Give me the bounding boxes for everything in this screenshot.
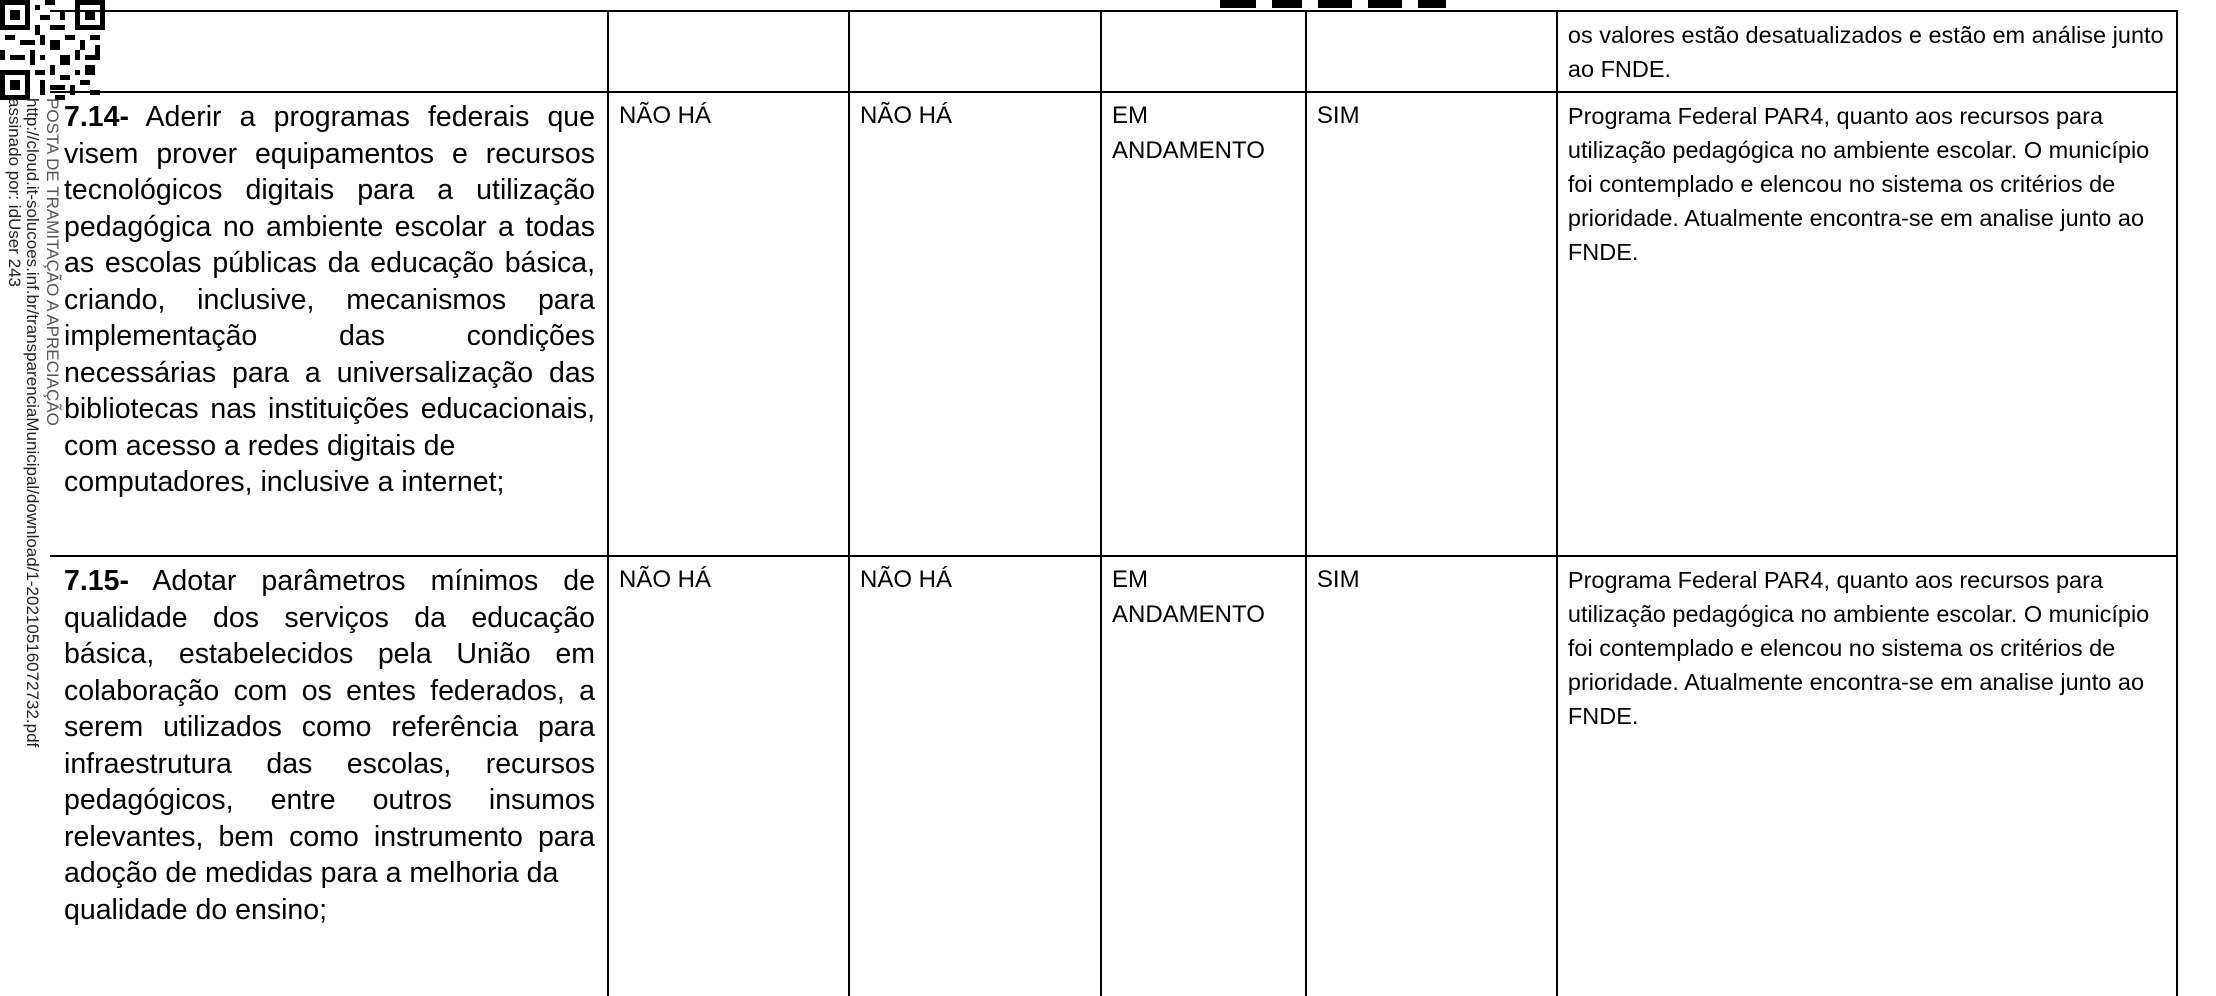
strategy-cell: [50, 11, 608, 92]
status-cell-2: [849, 11, 1101, 92]
strategy-code: 7.15-: [64, 565, 129, 597]
note-cell: Programa Federal PAR4, quanto aos recursos para utilização pedagógica no ambiente escolar. O município foi contemplado e elencou no sistema os critérios de prioridade. Atualmente encontra-se em analise junto ao FNDE.: [1557, 92, 2177, 556]
cropped-header-fragment: [100, 0, 2216, 10]
strategy-text: Aderir a programas federais que visem prover equipamentos e recursos tecnológicos digitais para a utilização pedagógica no ambiente escolar a todas as escolas públicas da educação básica, criando, inclusive, mecanismos para implementação das condições necessárias para a universalização das bibliotecas nas instituições educacionais, com acesso a redes digitais de: [64, 101, 595, 462]
strategy-text-last-line: qualidade do ensino;: [64, 893, 328, 926]
note-cell: [1557, 11, 2177, 92]
status-cell-3: [1101, 11, 1306, 92]
note-cell: Programa Federal PAR4, quanto aos recursos para utilização pedagógica no ambiente escolar. O município foi contemplado e elencou no sistema os critérios de prioridade. Atualmente encontra-se em analise junto ao FNDE.: [1557, 556, 2177, 996]
status-cell-4: SIM: [1306, 556, 1557, 996]
status-cell-3: EM ANDAMENTO: [1101, 92, 1306, 556]
status-cell-1: [608, 11, 849, 92]
strategy-text: Adotar parâmetros mínimos de qualidade dos serviços da educação básica, estabelecidos pela União em colaboração com os entes federados, a serem utilizados como referência para infraestrutura das escolas, recursos pedagógicos, entre outros insumos relevantes, bem como instrumento para adoção de medidas para a melhoria da: [64, 565, 595, 889]
status-cell-2: NÃO HÁ: [849, 92, 1101, 556]
strategy-code: 7.14-: [64, 101, 129, 133]
side-stamp-line-3: POSTA DE TRAMITAÇÃO A APRECIAÇÃO: [43, 98, 62, 426]
status-cell-2: NÃO HÁ: [849, 556, 1101, 996]
strategy-cell: [50, 92, 608, 556]
side-stamp-line-2: http://cloud.it-solucoes.inf.br/transparenciaMunicipal/download/1-20210516072732.pdf: [23, 98, 42, 748]
side-stamp-line-1: assinado por: idUser 243: [5, 98, 24, 288]
table-row: [50, 92, 2177, 556]
status-cell-1: NÃO HÁ: [608, 556, 849, 996]
status-cell-4: [1306, 11, 1557, 92]
table-row-partial: [50, 11, 2177, 92]
strategy-text-last-line: computadores, inclusive a internet;: [64, 466, 505, 498]
status-cell-4: SIM: [1306, 92, 1557, 556]
goals-table: [50, 10, 2178, 996]
table-row: [50, 556, 2177, 996]
strategy-cell: [50, 556, 608, 996]
status-cell-3: EM ANDAMENTO: [1101, 556, 1306, 996]
note-text: os valores estão desatualizados e estão em análise junto ao FNDE.: [1567, 22, 2164, 82]
status-cell-1: NÃO HÁ: [608, 92, 849, 556]
